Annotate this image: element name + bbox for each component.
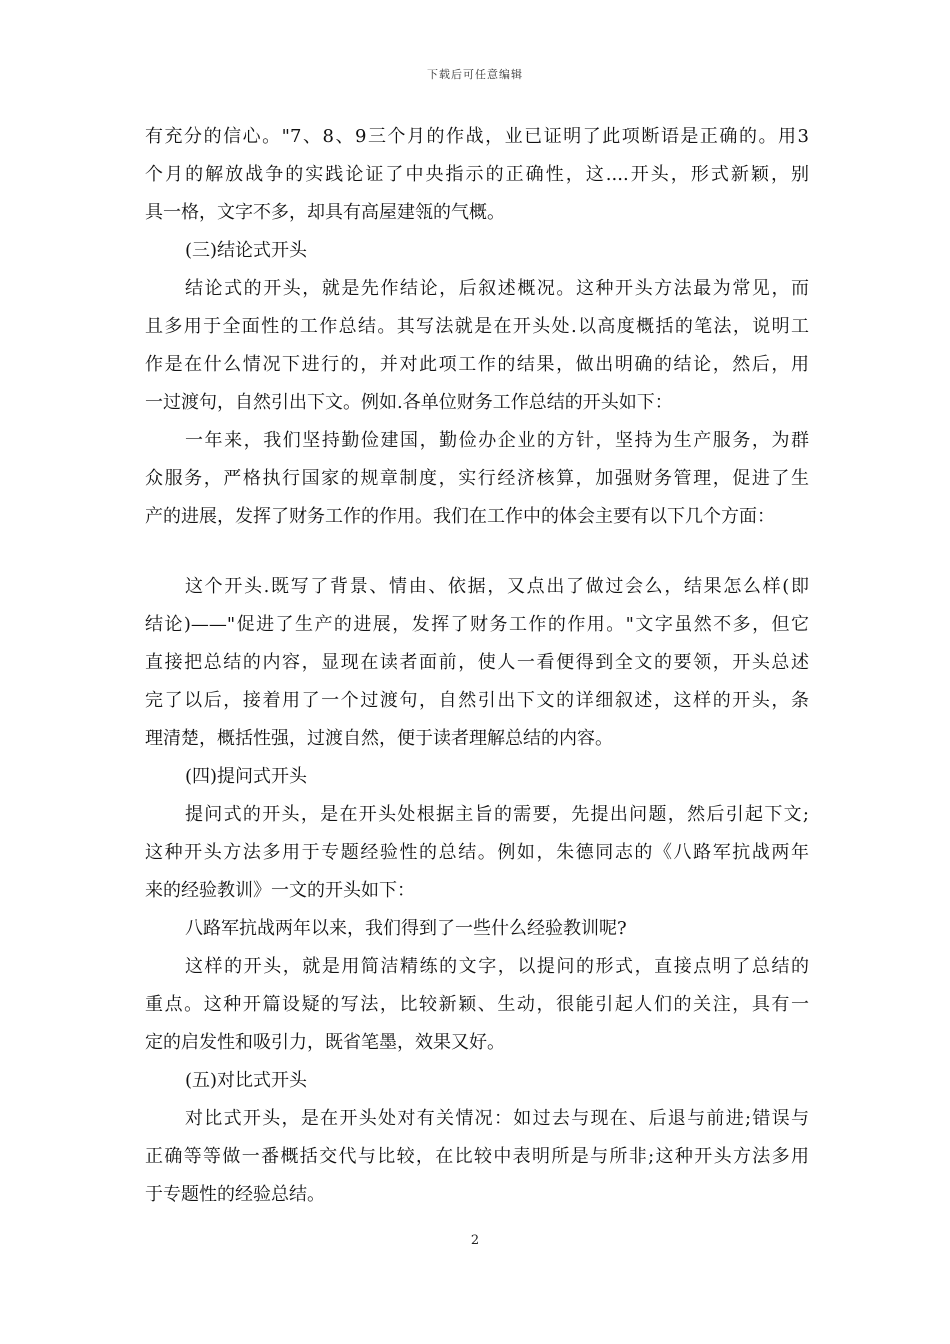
paragraph (145, 568, 809, 758)
heading-text: (五)对比式开头 (185, 1070, 308, 1091)
text-line: 重点。这种开篇设疑的写法，比较新颖、生动，很能引起人们的关注，具有一 (145, 994, 809, 1015)
text-line: 八路军抗战两年以来，我们得到了一些什么经验教训呢? (185, 918, 627, 939)
text-line: 结论)——"促进了生产的进展，发挥了财务工作的作用。"文字虽然不多，但它 (145, 614, 809, 635)
text-line: 有充分的信心。"7、8、9三个月的作战，业已证明了此项断语是正确的。用3 (145, 126, 809, 147)
text-line: 众服务，严格执行国家的规章制度，实行经济核算，加强财务管理，促进了生 (145, 468, 809, 489)
section-heading (145, 232, 809, 270)
text-line: 理清楚，概括性强，过渡自然，便于读者理解总结的内容。 (145, 728, 613, 749)
text-line: 产的进展，发挥了财务工作的作用。我们在工作中的体会主要有以下几个方面： (145, 506, 775, 527)
blank-spacer (145, 536, 809, 568)
quoted-paragraph (145, 910, 809, 948)
text-line: 结论式的开头，就是先作结论，后叙述概况。这种开头方法最为常见，而 (185, 278, 809, 299)
text-line: 具一格，文字不多，却具有高屋建瓴的气概。 (145, 202, 505, 223)
text-line: 这样的开头，就是用简洁精练的文字，以提问的形式，直接点明了总结的 (185, 956, 809, 977)
heading-text: (四)提问式开头 (185, 766, 308, 787)
text-line: 作是在什么情况下进行的，并对此项工作的结果，做出明确的结论，然后，用 (145, 354, 809, 375)
text-line: 定的启发性和吸引力，既省笔墨，效果又好。 (145, 1032, 505, 1053)
paragraph (145, 270, 809, 422)
paragraph (145, 1100, 809, 1214)
text-line: 一年来，我们坚持勤俭建国，勤俭办企业的方针，坚持为生产服务，为群 (185, 430, 809, 451)
paragraph (145, 118, 809, 232)
text-line: 这个开头.既写了背景、情由、依据，又点出了做过会么，结果怎么样(即 (185, 576, 809, 597)
text-line: 提问式的开头，是在开头处根据主旨的需要，先提出问题，然后引起下文; (185, 804, 809, 825)
page-header: 下载后可任意编辑 (427, 68, 523, 81)
text-line: 完了以后，接着用了一个过渡句，自然引出下文的详细叙述，这样的开头，条 (145, 690, 809, 711)
paragraph (145, 796, 809, 910)
text-line: 且多用于全面性的工作总结。其写法就是在开头处.以高度概括的笔法，说明工 (145, 316, 809, 337)
document-body (145, 118, 809, 1214)
text-line: 于专题性的经验总结。 (145, 1184, 325, 1205)
text-line: 个月的解放战争的实践论证了中央指示的正确性，这....开头，形式新颖，别 (145, 164, 809, 185)
heading-text: (三)结论式开头 (185, 240, 308, 261)
text-line: 直接把总结的内容，显现在读者面前，使人一看便得到全文的要领，开头总述 (145, 652, 809, 673)
text-line: 对比式开头，是在开头处对有关情况：如过去与现在、后退与前进;错误与 (185, 1108, 809, 1129)
text-line: 这种开头方法多用于专题经验性的总结。例如，朱德同志的《八路军抗战两年 (145, 842, 809, 863)
text-line: 正确等等做一番概括交代与比较，在比较中表明所是与所非;这种开头方法多用 (145, 1146, 809, 1167)
text-line: 来的经验教训》一文的开头如下： (145, 880, 415, 901)
section-heading (145, 758, 809, 796)
section-heading (145, 1062, 809, 1100)
paragraph (145, 948, 809, 1062)
quoted-paragraph (145, 422, 809, 536)
page-number: 2 (470, 1233, 480, 1248)
text-line: 一过渡句，自然引出下文。例如.各单位财务工作总结的开头如下： (145, 392, 673, 413)
